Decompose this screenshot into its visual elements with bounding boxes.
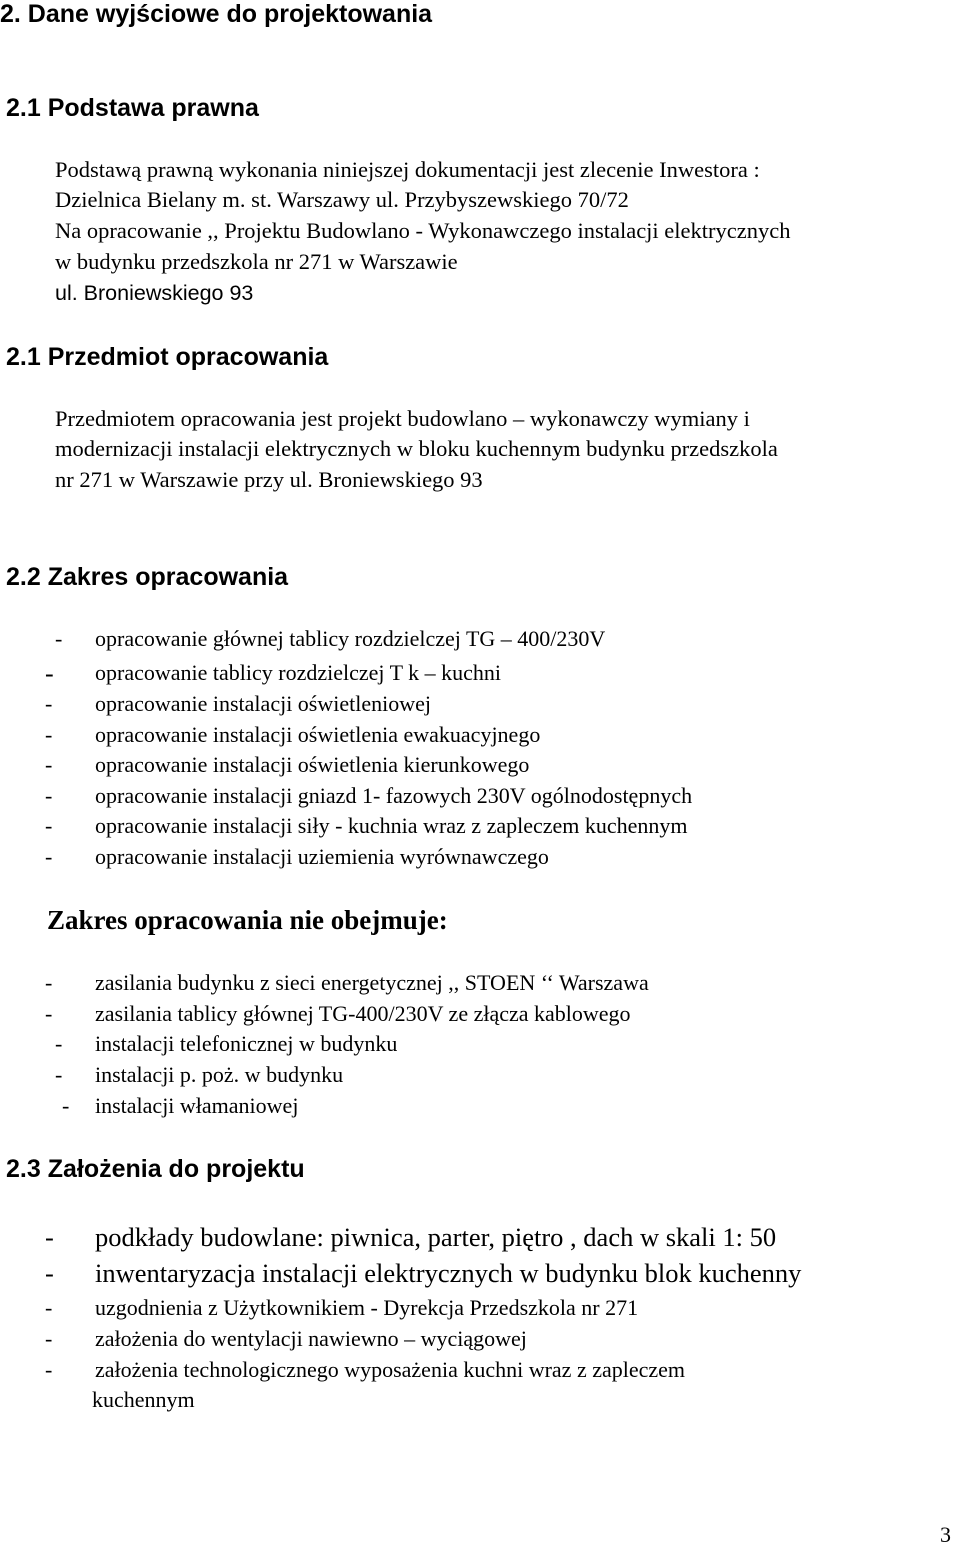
list-item-dash: - (45, 844, 53, 869)
list-item: instalacji włamaniowej (95, 1093, 299, 1118)
list-item: podkłady budowlane: piwnica, parter, piętro , dach w skali 1: 50 (95, 1222, 777, 1252)
subsection-title-subject: 2.1 Przedmiot opracowania (6, 343, 329, 371)
list-item: opracowanie głównej tablicy rozdzielczej TG – 400/230V (95, 626, 606, 651)
subsection-title-legal-basis: 2.1 Podstawa prawna (6, 94, 259, 122)
list-item-dash: - (45, 752, 53, 777)
list-item-dash: - (45, 1295, 53, 1320)
excluded-scope-title: Zakres opracowania nie obejmuje: (47, 905, 448, 935)
list-item-dash: - (45, 783, 53, 808)
subsection-title-scope: 2.2 Zakres opracowania (6, 563, 289, 591)
paragraph-line: Podstawą prawną wykonania niniejszej dokumentacji jest zlecenie Inwestora : (55, 157, 760, 182)
list-item: inwentaryzacja instalacji elektrycznych w budynku blok kuchenny (95, 1258, 802, 1288)
list-item-dash: - (45, 1258, 54, 1288)
paragraph-line: Na opracowanie ,, Projektu Budowlano - Wykonawczego instalacji elektrycznych (55, 218, 791, 243)
section-title: 2. Dane wyjściowe do projektowania (0, 0, 433, 28)
list-item: zasilania budynku z sieci energetycznej ,, STOEN ‘‘ Warszawa (95, 970, 649, 995)
list-item-dash: - (55, 1031, 63, 1056)
list-item-dash: - (45, 813, 53, 838)
list-item-dash: - (45, 1001, 53, 1026)
paragraph-line: modernizacji instalacji elektrycznych w bloku kuchennym budynku przedszkola (55, 436, 778, 461)
list-item-dash: - (45, 1357, 53, 1382)
list-item-dash: - (45, 691, 53, 716)
list-item: opracowanie instalacji oświetlenia kierunkowego (95, 752, 530, 777)
page-number: 3 (940, 1522, 951, 1547)
list-item: zasilania tablicy głównej TG-400/230V ze złącza kablowego (95, 1001, 631, 1026)
list-item: założenia do wentylacji nawiewno – wyciągowej (95, 1326, 527, 1351)
list-item: opracowanie instalacji oświetleniowej (95, 691, 431, 716)
list-item: opracowanie tablicy rozdzielczej T k – kuchni (95, 660, 502, 685)
list-item-dash: - (62, 1093, 70, 1118)
list-item-dash: - (45, 1326, 53, 1351)
list-item-dash: - (55, 1062, 63, 1087)
list-item-continuation: kuchennym (92, 1387, 195, 1412)
paragraph-line: w budynku przedszkola nr 271 w Warszawie (55, 249, 458, 274)
list-item: opracowanie instalacji uziemienia wyrównawczego (95, 844, 549, 869)
list-item: instalacji telefonicznej w budynku (95, 1031, 398, 1056)
list-item: opracowanie instalacji siły - kuchnia wraz z zapleczem kuchennym (95, 813, 688, 838)
list-item: instalacji p. poż. w budynku (95, 1062, 344, 1087)
list-item-dash: - (45, 722, 53, 747)
list-item-dash: - (45, 1222, 54, 1252)
list-item-dash: - (45, 659, 54, 688)
list-item-dash: - (45, 970, 53, 995)
list-item: opracowanie instalacji gniazd 1- fazowych 230V ogólnodostępnych (95, 783, 693, 808)
paragraph-line: Przedmiotem opracowania jest projekt budowlano – wykonawczy wymiany i (55, 406, 750, 431)
list-item-dash: - (55, 626, 63, 651)
paragraph-line: ul. Broniewskiego 93 (55, 281, 254, 305)
paragraph-line: Dzielnica Bielany m. st. Warszawy ul. Przybyszewskiego 70/72 (55, 187, 629, 212)
subsection-title-assumptions: 2.3 Założenia do projektu (6, 1155, 305, 1183)
list-item: opracowanie instalacji oświetlenia ewakuacyjnego (95, 722, 541, 747)
paragraph-line: nr 271 w Warszawie przy ul. Broniewskiego 93 (55, 467, 483, 492)
list-item: uzgodnienia z Użytkownikiem - Dyrekcja Przedszkola nr 271 (95, 1295, 639, 1320)
list-item: założenia technologicznego wyposażenia kuchni wraz z zapleczem (95, 1357, 686, 1382)
